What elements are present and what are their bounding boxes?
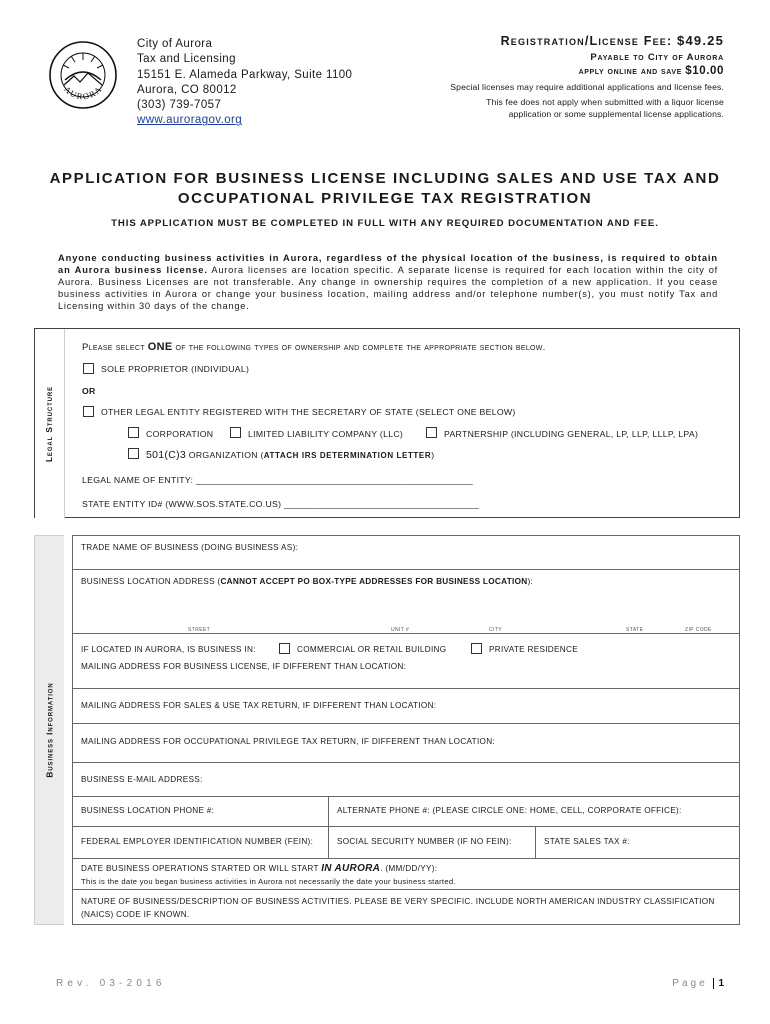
residence-checkbox[interactable] (471, 643, 482, 654)
addr-unit: UNIT # (391, 627, 410, 633)
liquor-note: This fee does not apply when submitted with a liquor license (486, 97, 724, 107)
sole-proprietor-checkbox[interactable] (83, 363, 94, 374)
intro-paragraph (58, 252, 718, 312)
alt-phone-label: ALTERNATE PHONE #: (PLEASE CIRCLE ONE: HOME, CELL, CORPORATE OFFICE): (337, 806, 682, 815)
partnership-label: PARTNERSHIP (INCLUDING GENERAL, LP, LLP, LLLP, LPA) (444, 429, 699, 439)
llc-label: LIMITED LIABILITY COMPANY (LLC) (248, 429, 404, 439)
corporation-checkbox[interactable] (128, 427, 139, 438)
ssn-box[interactable] (328, 826, 536, 859)
city-of-aurora-seal (48, 40, 118, 110)
state-entity-id-field[interactable]: STATE ENTITY ID# (WWW.SOS.STATE.CO.US) ______________________________________ (82, 499, 480, 509)
business-location-box[interactable] (72, 569, 740, 634)
fein-box[interactable] (72, 826, 329, 859)
sales-tax-label: STATE SALES TAX #: (544, 837, 630, 846)
payable-to: Payable to City of Aurora (590, 52, 724, 63)
revision-label: Rev. 03-2016 (56, 978, 166, 989)
org-line: (303) 739-7057 (137, 99, 222, 112)
partnership-checkbox[interactable] (426, 427, 437, 438)
intro-rest: Aurora licenses are location specific. A separate license is required for each location within the city of Aurora. Business Licenses are not transferable. Any change in ownership requires the completion of a new application. If you cease business activities in Aurora or change your business location, mailing address and/or telephone number(s), you must notify Tax and Licensing within 30 days of the change. (58, 265, 718, 312)
location-type-box (72, 633, 740, 689)
nature-label: NATURE OF BUSINESS/DESCRIPTION OF BUSINESS ACTIVITIES. PLEASE BE VERY SPECIFIC. INCLUDE NORTH AMERICAN INDUSTRY CLASSIFICATION (81, 897, 715, 906)
sole-proprietor-label: SOLE PROPRIETOR (INDIVIDUAL) (101, 364, 250, 374)
phone-label: BUSINESS LOCATION PHONE #: (81, 806, 215, 815)
legal-structure-label: Legal Structure (35, 329, 65, 519)
fein-label: FEDERAL EMPLOYER IDENTIFICATION NUMBER (FEIN): (81, 837, 314, 846)
website-link[interactable]: www.auroragov.org (137, 114, 243, 127)
fee-block (450, 33, 724, 120)
org-501c3-label: 501(C)3 ORGANIZATION (ATTACH IRS DETERMINATION LETTER) (146, 449, 435, 461)
form-subtitle: THIS APPLICATION MUST BE COMPLETED IN FULL WITH ANY REQUIRED DOCUMENTATION AND FEE. (111, 218, 659, 229)
svg-text:AURORA: AURORA (62, 83, 105, 102)
ownership-instruction: Please select ONE of the following types of ownership and complete the appropriate section below. (82, 341, 546, 353)
org-line: Tax and Licensing (137, 53, 236, 66)
mailing-license-label: MAILING ADDRESS FOR BUSINESS LICENSE, IF DIFFERENT THAN LOCATION: (81, 662, 407, 671)
org-line: City of Aurora (137, 38, 213, 50)
intro-bold: Anyone conducting business activities in Aurora, regardless of the physical location of the business, is required to obtain an Aurora business license. (58, 253, 718, 276)
city-address-block (137, 37, 352, 129)
corporation-label: CORPORATION (146, 429, 214, 439)
mailing-sales-box[interactable] (72, 688, 740, 724)
business-information-label: Business Information (34, 535, 64, 925)
start-date-box[interactable] (72, 858, 740, 890)
sales-tax-box[interactable] (535, 826, 740, 859)
apply-online: apply online and save (578, 66, 682, 77)
email-box[interactable] (72, 762, 740, 797)
residence-label: PRIVATE RESIDENCE (489, 645, 578, 654)
alt-phone-box[interactable] (328, 796, 740, 827)
legal-structure-section (34, 328, 740, 518)
mailing-opt-box[interactable] (72, 723, 740, 763)
mailing-opt-label: MAILING ADDRESS FOR OCCUPATIONAL PRIVILEGE TAX RETURN, IF DIFFERENT THAN LOCATION: (81, 737, 496, 746)
trade-name-box[interactable] (72, 535, 740, 570)
fee-amount: $49.25 (677, 33, 724, 48)
addr-city: CITY (489, 627, 502, 633)
addr-zip: ZIP CODE (685, 627, 712, 633)
start-date-note: This is the date you began business activities in Aurora not necessarily the date your business started. (81, 877, 456, 886)
page-number: Page 1 (672, 978, 724, 989)
addr-street: STREET (188, 627, 211, 633)
mailing-sales-label: MAILING ADDRESS FOR SALES & USE TAX RETURN, IF DIFFERENT THAN LOCATION: (81, 701, 437, 710)
start-date-label: DATE BUSINESS OPERATIONS STARTED OR WILL START IN AURORA. (MM/DD/YY): (81, 863, 438, 874)
other-entity-checkbox[interactable] (83, 406, 94, 417)
nature-label-2: (NAICS) CODE IF KNOWN. (81, 910, 190, 919)
nature-of-business-box[interactable] (72, 889, 740, 925)
business-information-section (34, 535, 740, 925)
email-label: BUSINESS E-MAIL ADDRESS: (81, 775, 203, 784)
org-501c3-checkbox[interactable] (128, 448, 139, 459)
or-label: OR (82, 386, 96, 396)
addr-state: STATE (626, 627, 644, 633)
located-question: IF LOCATED IN AURORA, IS BUSINESS IN: (81, 645, 256, 654)
commercial-label: COMMERCIAL OR RETAIL BUILDING (297, 645, 447, 654)
ssn-label: SOCIAL SECURITY NUMBER (IF NO FEIN): (337, 837, 512, 846)
commercial-checkbox[interactable] (279, 643, 290, 654)
org-line: Aurora, CO 80012 (137, 83, 237, 96)
trade-name-label: TRADE NAME OF BUSINESS (DOING BUSINESS AS): (81, 543, 299, 552)
phone-box[interactable] (72, 796, 329, 827)
apply-online-amount: $10.00 (685, 65, 724, 77)
org-line: 15151 E. Alameda Parkway, Suite 1100 (137, 68, 353, 81)
fee-label: Registration/License Fee: (500, 34, 673, 48)
other-entity-label: OTHER LEGAL ENTITY REGISTERED WITH THE SECRETARY OF STATE (SELECT ONE BELOW) (101, 407, 516, 417)
liquor-note: application or some supplemental license applications. (508, 108, 724, 119)
legal-name-field[interactable]: LEGAL NAME OF ENTITY: ______________________________________________________ (82, 475, 474, 485)
llc-checkbox[interactable] (230, 427, 241, 438)
special-license-note: Special licenses may require additional applications and license fees. (450, 82, 724, 92)
business-location-label: BUSINESS LOCATION ADDRESS (CANNOT ACCEPT PO BOX-TYPE ADDRESSES FOR BUSINESS LOCATION): (81, 577, 534, 586)
form-title: APPLICATION FOR BUSINESS LICENSE INCLUDING SALES AND USE TAX AND OCCUPATIONAL PRIVILEGE TAX REGISTRATION (49, 170, 721, 207)
